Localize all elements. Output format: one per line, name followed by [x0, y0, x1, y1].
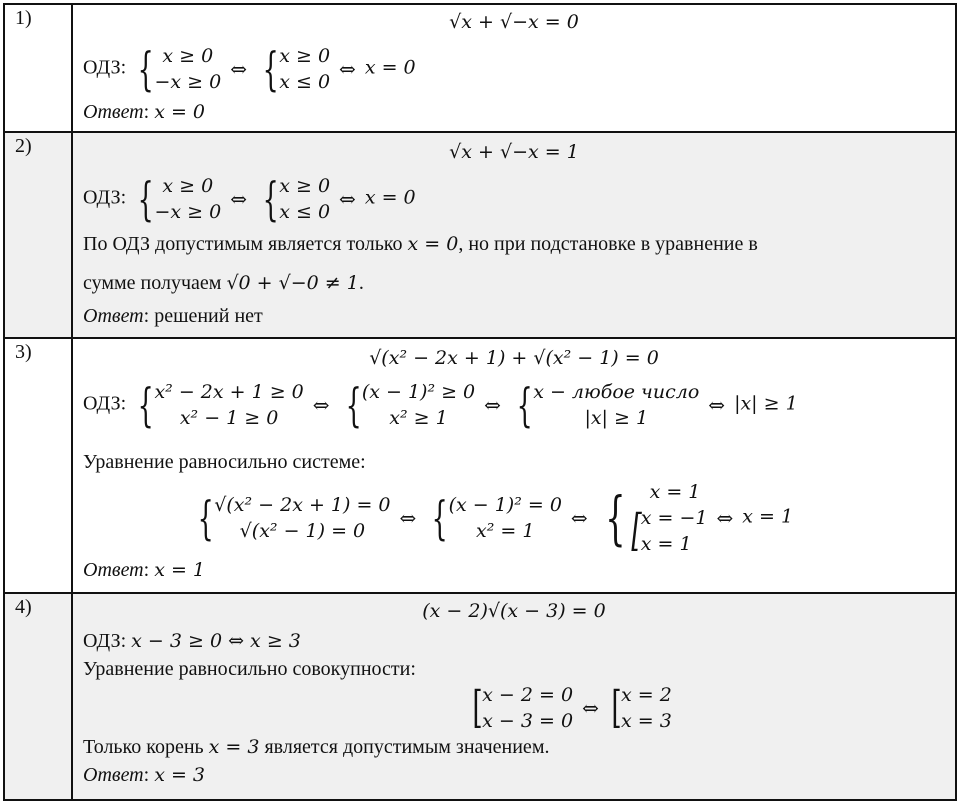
answer-line: Ответ: x = 0: [83, 101, 205, 123]
left-bracket-icon: [: [611, 682, 622, 733]
left-brace-icon: {: [604, 484, 626, 552]
equation-set-2: x = 2 x = 3: [621, 684, 672, 732]
equivalence-sign: ⇔: [339, 187, 356, 211]
answer-label: Ответ: [83, 101, 144, 123]
left-brace-icon: {: [516, 378, 533, 432]
odz-system-2: x ≥ 0 x ≤ 0: [279, 175, 331, 223]
answer-value: решений нет: [154, 305, 263, 327]
equivalence-sign: ⇔: [339, 57, 356, 81]
solutions-table: [3, 3, 957, 801]
equation-system-line: [191, 479, 793, 557]
odz-result: x = 0: [364, 56, 416, 79]
equation-set-1: x − 2 = 0 x − 3 = 0: [482, 684, 574, 732]
odz-label: ОДЗ:: [83, 186, 127, 209]
odz-label: ОДЗ:: [83, 630, 127, 652]
odz-system-1: x ≥ 0 −x ≥ 0: [154, 45, 222, 93]
left-brace-icon: {: [345, 378, 362, 432]
set-line: [469, 682, 672, 734]
equation: √x + √−x = 1: [449, 141, 579, 163]
odz-label: ОДЗ:: [83, 392, 127, 415]
answer-value: x = 1: [154, 559, 205, 581]
equation-system-2: (x − 1)² = 0 x² = 1: [448, 494, 562, 542]
answer-line: Ответ: x = 1: [83, 559, 205, 581]
text: .: [358, 272, 364, 294]
row-number: 3): [4, 338, 72, 593]
odz-line: [83, 630, 301, 653]
row-content: [72, 593, 956, 800]
odz-system-2: (x − 1)² ≥ 0 x² ≥ 1: [361, 381, 476, 429]
answer-value: x = 0: [154, 101, 205, 123]
left-brace-icon: {: [137, 378, 154, 432]
left-brace-icon: {: [137, 42, 154, 96]
inline-math: x = 3: [208, 736, 260, 758]
odz-line: [83, 379, 798, 431]
answer-line: Ответ: решений нет: [83, 305, 263, 327]
answer-label: Ответ: [83, 559, 144, 581]
system-intro: Уравнение равносильно системе:: [83, 451, 366, 473]
row-content: [72, 338, 956, 593]
equivalence-sign: ⇔: [716, 506, 734, 530]
odz-text: x − 3 ≥ 0 ⇔ x ≥ 3: [131, 630, 301, 652]
text-line: [83, 272, 364, 295]
text: , но при подстановке в уравнение в: [458, 233, 758, 255]
odz-result: |x| ≥ 1: [734, 392, 798, 415]
equation: (x − 2)√(x − 3) = 0: [422, 600, 606, 622]
row-number: 2): [4, 132, 72, 338]
left-brace-icon: {: [262, 42, 279, 96]
left-brace-icon: {: [431, 491, 448, 545]
equation-set: x = −1 x = 1: [640, 507, 708, 555]
table-row: [4, 338, 956, 593]
odz-line: [83, 43, 416, 95]
equivalence-sign: ⇔: [230, 187, 247, 211]
equivalence-sign: ⇔: [484, 393, 501, 417]
equivalence-sign: ⇔: [570, 506, 588, 530]
text: Только корень: [83, 736, 204, 758]
answer-label: Ответ: [83, 764, 144, 786]
equation-result: x = 1: [742, 505, 794, 528]
left-bracket-icon: [: [631, 505, 642, 556]
equivalence-sign: ⇔: [582, 696, 599, 720]
inline-math: x = 0: [407, 233, 459, 255]
equivalence-sign: ⇔: [230, 57, 247, 81]
table-row: [4, 593, 956, 800]
equivalence-sign: ⇔: [708, 393, 726, 417]
equation-system-3: x = 1 [ x = −1 x = 1: [628, 479, 708, 557]
set-intro: Уравнение равносильно совокупности:: [83, 658, 416, 680]
odz-result: x = 0: [364, 186, 416, 209]
row-content: [72, 132, 956, 338]
answer-value: x = 3: [154, 764, 205, 786]
row-content: [72, 4, 956, 132]
set-row: [628, 505, 708, 557]
table-row: [4, 132, 956, 338]
text-line: [83, 736, 549, 759]
left-brace-icon: {: [137, 172, 154, 226]
odz-system-2: x ≥ 0 x ≤ 0: [279, 45, 331, 93]
answer-label: Ответ: [83, 305, 144, 327]
odz-system-3: x − любое число |x| ≥ 1: [533, 381, 700, 429]
text: сумме получаем: [83, 272, 222, 294]
inline-math: √0 + √−0 ≠ 1: [226, 272, 359, 294]
equivalence-sign: ⇔: [399, 506, 417, 530]
equation: √(x² − 2x + 1) + √(x² − 1) = 0: [369, 347, 659, 369]
odz-label: ОДЗ:: [83, 56, 127, 79]
left-bracket-icon: [: [472, 682, 483, 733]
row-number: 4): [4, 593, 72, 800]
text: По ОДЗ допустимым является только: [83, 233, 403, 255]
equivalence-sign: ⇔: [312, 393, 330, 417]
text: является допустимым значением.: [264, 736, 550, 758]
equation-system-1: √(x² − 2x + 1) = 0 √(x² − 1) = 0: [214, 494, 391, 542]
odz-system-1: x ≥ 0 −x ≥ 0: [154, 175, 222, 223]
table-row: [4, 4, 956, 132]
answer-line: Ответ: x = 3: [83, 764, 205, 786]
odz-system-1: x² − 2x + 1 ≥ 0 x² − 1 ≥ 0: [154, 381, 304, 429]
left-brace-icon: {: [262, 172, 279, 226]
left-brace-icon: {: [197, 491, 214, 545]
row-number: 1): [4, 4, 72, 132]
equation: √x + √−x = 0: [449, 11, 579, 33]
odz-line: [83, 173, 416, 225]
text-line: [83, 233, 758, 256]
